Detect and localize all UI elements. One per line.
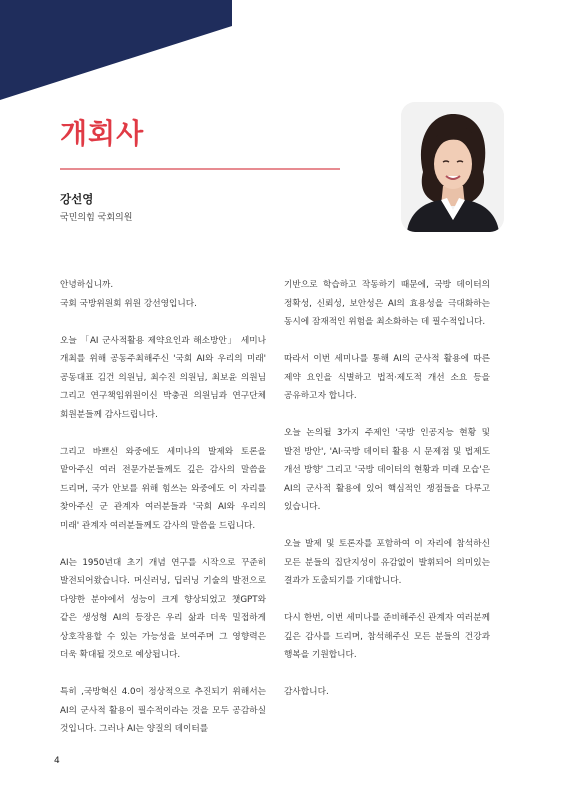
paragraph-greeting: 안녕하십니까. 국회 국방위원회 위원 강선영입니다. xyxy=(60,280,197,309)
body-left-column xyxy=(60,276,266,757)
paragraph-thanks-hosts: 오늘 「AI 군사적활용 제약요인과 해소방안」 세미나 개최를 위해 공동주최해주신 '국회 AI와 우리의 미래' 공동대표 김건 의원님, 최수진 의원님, 최보윤 의원님 그리고 연구책임위원이신 박충권 의원님과 연구단체 회원분들께 감사드립니다. xyxy=(60,335,266,420)
speaker-role: 국민의힘 국회의원 xyxy=(60,213,133,223)
paragraph-data-importance: 기반으로 학습하고 작동하기 때문에, 국방 데이터의 정확성, 신뢰성, 보안성은 AI의 효용성을 극대화하는 동시에 잠재적인 위험을 최소화하는 데 필수적입니다. xyxy=(284,280,490,327)
paragraph-closing-thanks: 다시 한번, 이번 세미나를 준비해주신 관계자 여러분께 깊은 감사를 드리며, 참석해주신 모든 분들의 건강과 행복을 기원합니다. xyxy=(284,613,490,660)
speaker-portrait xyxy=(401,102,504,232)
page-title: 개회사 xyxy=(60,117,145,150)
corner-decoration xyxy=(0,0,240,100)
speaker-name: 강선영 xyxy=(60,192,94,206)
paragraph-expectation: 오늘 발제 및 토론자를 포함하여 이 자리에 참석하신 모든 분들의 집단지성이 유감없이 발휘되어 의미있는 결과가 도출되기를 기대합니다. xyxy=(284,539,490,586)
paragraph-thanks-experts: 그리고 바쁘신 와중에도 세미나의 발제와 토론을 맡아주신 여러 전문가분들께도 깊은 감사의 말씀을 드리며, 국가 안보를 위해 힘쓰는 와중에도 이 자리를 찾아주신 군 관계자 여러분들과 '국회 AI와 우리의 미래' 관계자 여러분들께도 감사의 말씀을 드립니다. xyxy=(60,446,266,531)
paragraph-ai-history: AI는 1950년대 초기 개념 연구를 시작으로 꾸준히 발전되어왔습니다. 머신러닝, 딥러닝 기술의 발전으로 다양한 분야에서 성능이 크게 향상되었고 챗GPT와 같은 생성형 AI의 등장은 우리 삶과 더욱 밀접하게 상호작용할 수 있는 가능성을 보여주며 그 영향력은 더욱 확대될 것으로 예상됩니다. xyxy=(60,557,266,660)
paragraph-topics: 오늘 논의될 3가지 주제인 '국방 인공지능 현황 및 발전 방안', 'AI·국방 데이터 활용 시 문제점 및 법제도 개선 방향' 그리고 '국방 데이터의 현황과 미래 모습'은 AI의 군사적 활용에 있어 핵심적인 쟁점들을 다루고 있습니다. xyxy=(284,428,490,512)
paragraph-seminar-purpose: 따라서 이번 세미나를 통해 AI의 군사적 활용에 따른 제약 요인을 식별하고 법적·제도적 개선 소요 등을 공유하고자 합니다. xyxy=(284,354,490,401)
portrait-photo xyxy=(401,102,504,232)
body-right-column xyxy=(284,276,490,720)
paragraph-defense-innovation: 특히 ,국방혁신 4.0이 정상적으로 추진되기 위해서는 AI의 군사적 활용이 필수적이라는 것을 모두 공감하실 것입니다. 그러나 AI는 양질의 데이터를 xyxy=(60,687,266,734)
paragraph-sign-off: 감사합니다. xyxy=(284,687,329,697)
title-divider xyxy=(60,168,340,170)
page-number: 4 xyxy=(54,756,60,766)
